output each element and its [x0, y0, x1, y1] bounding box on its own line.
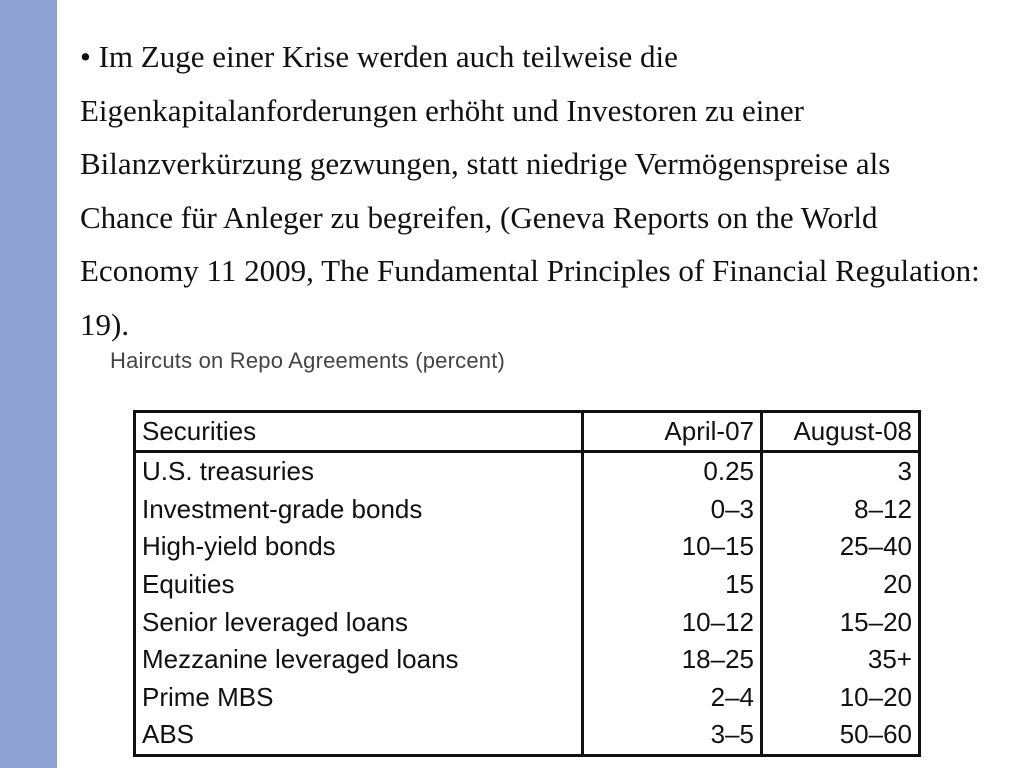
april-07-value: 10–12 — [583, 603, 762, 641]
header-securities: Securities — [135, 412, 583, 452]
header-april-07: April-07 — [583, 412, 762, 452]
august-08-value: 25–40 — [762, 528, 920, 566]
security-name: ABS — [142, 719, 195, 750]
august-08-value: 20 — [762, 566, 920, 604]
april-07-value: 3–5 — [583, 716, 762, 755]
april-07-value: 0.25 — [583, 452, 762, 491]
august-08-value: 10–20 — [762, 679, 920, 717]
bullet-paragraph: • Im Zuge einer Krise werden auch teilweise die Eigenkapitalanforderungen erhöht und Investoren zu einer Bilanzverkürzung gezwungen, statt niedrige Vermögenspreise als Chance für Anleger zu begreifen, (Geneva Reports on the World Economy 11 2009, The Fundamental Principles of Financial Regulation: 19). — [80, 39, 980, 342]
august-08-value: 8–12 — [762, 491, 920, 529]
august-08-value: 35+ — [762, 641, 920, 679]
security-name: Prime MBS — [142, 681, 274, 712]
table-row — [135, 679, 920, 717]
august-08-value: 3 — [762, 452, 920, 491]
table-row — [135, 603, 920, 641]
table-row — [135, 641, 920, 679]
security-name: Senior leveraged loans — [142, 606, 408, 637]
security-name: U.S. treasuries — [142, 456, 314, 487]
haircuts-table — [133, 410, 921, 757]
april-07-value: 18–25 — [583, 641, 762, 679]
april-07-value: 2–4 — [583, 679, 762, 717]
april-07-value: 10–15 — [583, 528, 762, 566]
security-name: Equities — [142, 569, 235, 600]
table-row — [135, 528, 920, 566]
august-08-value: 15–20 — [762, 603, 920, 641]
table-row — [135, 566, 920, 604]
security-name: High-yield bonds — [142, 531, 336, 562]
april-07-value: 0–3 — [583, 491, 762, 529]
side-accent-bar — [0, 0, 57, 768]
table-row — [135, 452, 920, 491]
april-07-value: 15 — [583, 566, 762, 604]
header-august-08: August-08 — [762, 412, 920, 452]
table-header-row — [135, 412, 920, 452]
security-name: Investment-grade bonds — [142, 493, 423, 524]
table-row — [135, 716, 920, 755]
table-row — [135, 491, 920, 529]
table-title: Haircuts on Repo Agreements (percent) — [110, 348, 506, 373]
august-08-value: 50–60 — [762, 716, 920, 755]
security-name: Mezzanine leveraged loans — [142, 644, 459, 675]
